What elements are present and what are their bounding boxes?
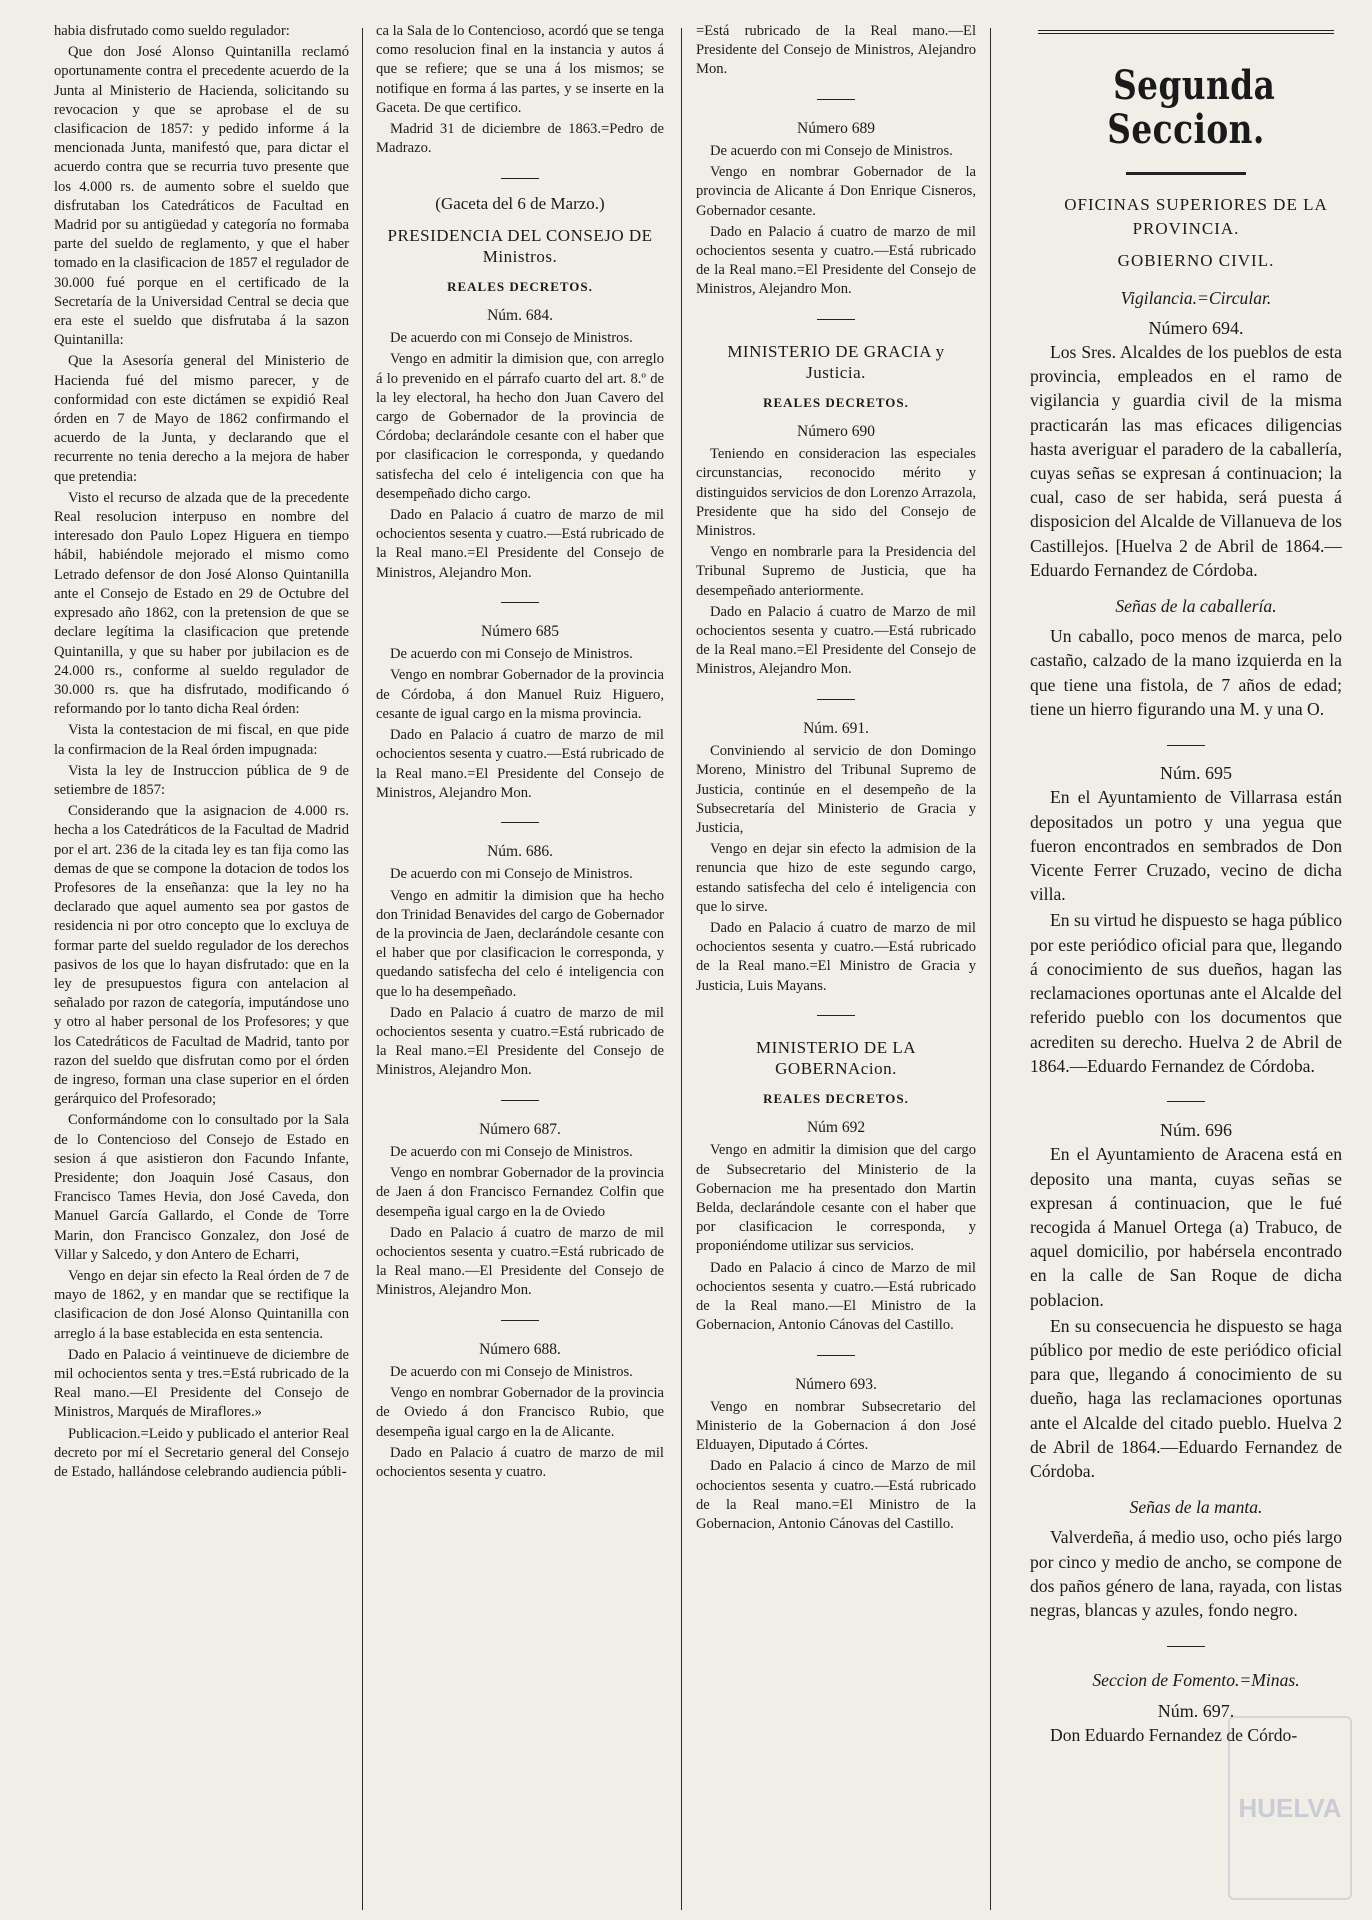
paragraph: Conviniendo al servicio de don Domingo Moreno, Ministro del Tribunal Supremo de Justicia, continúe en el desempeño de la Subsecretaría del Ministerio de Gracia y Justicia, bbox=[696, 743, 976, 836]
paragraph: Vengo en nombrar Gobernador de la provincia de Oviedo á don Francisco Rubio, que desempeña igual cargo en la de Alicante. bbox=[376, 1385, 664, 1440]
section-subheading: REALES DECRETOS. bbox=[447, 278, 593, 294]
paragraph: Vengo en nombrar Gobernador de la provincia de Córdoba, á don Manuel Ruiz Higuero, cesante de igual cargo en la misma provincia. bbox=[376, 667, 664, 722]
paragraph: Vista la ley de Instruccion pública de 9 de setiembre de 1857: bbox=[54, 762, 349, 798]
paragraph: De acuerdo con mi Consejo de Ministros. bbox=[390, 1143, 633, 1160]
separator bbox=[1030, 1088, 1342, 1112]
notice-number: Número 694. bbox=[1148, 317, 1244, 338]
separator bbox=[376, 1091, 664, 1110]
paragraph: Vengo en admitir la dimision que, con arreglo á lo prevenido en el párrafo cuarto del art. 8.º de la ley electoral, ha hecho don Juan Cavero del cargo de Gobernador de la provincia de Córdoba; declarándole cesante con el haber que por clasificacion le corresponda, y quedando satisfecha del celo é inteligencia con que ha desempeñado dicho cargo. bbox=[376, 351, 664, 502]
paragraph: Dado en Palacio á cuatro de marzo de mil ochocientos sesenta y cuatro.—Está rubricado de la Real mano.=El Presidente del Consejo de Ministros, Alejandro Mon. bbox=[696, 223, 976, 298]
notice-number: Núm. 697. bbox=[1157, 1700, 1235, 1721]
paragraph: =Está rubricado de la Real mano.—El Presidente del Consejo de Ministros, Alejandro Mon. bbox=[696, 23, 976, 78]
decree-number: Número 689 bbox=[797, 119, 875, 137]
subsection-heading: Vigilancia.=Circular. bbox=[1120, 287, 1272, 308]
paragraph: Vengo en nombrar Gobernador de la provincia de Jaen á don Francisco Fernandez Colfin que desempeña igual cargo en la de Oviedo bbox=[376, 1165, 664, 1220]
subsection-heading: Señas de la manta. bbox=[1129, 1497, 1263, 1518]
paragraph: Teniendo en consideracion las especiales circunstancias, reconocido mérito y distinguidos servicios de don Lorenzo Arrazola, Presidente que ha sido del Consejo de Ministros. bbox=[696, 446, 976, 540]
section-subheading: REALES DECRETOS. bbox=[763, 394, 909, 410]
separator bbox=[1030, 731, 1342, 755]
paragraph: Vengo en nombrarle para la Presidencia del Tribunal Supremo de Justicia, que ha desempeñado anteriormente. bbox=[696, 544, 976, 599]
column-rule bbox=[990, 28, 991, 1910]
paragraph: En su virtud he dispuesto se haga público por este periódico oficial para que, llegando á conocimiento de sus dueños, hagan las reclamaciones oportunas ante el Alcalde del referido pueblo con los documentos que acrediten su derecho. Huelva 2 de Abril de 1864.—Eduardo Fernandez de Córdoba. bbox=[1030, 910, 1342, 1076]
top-rule bbox=[1038, 30, 1334, 34]
paragraph: Publicacion.=Leido y publicado el anterior Real decreto por mí el Secretario general del Consejo de Estado, hallándose celebrando audiencia públi- bbox=[54, 1425, 349, 1481]
gaceta-date: (Gaceta del 6 de Marzo.) bbox=[435, 193, 605, 213]
paragraph: Dado en Palacio á veintinueve de diciembre de mil ochocientos senta y tres.=Está rubricado de la Real mano.—El Presidente del Consejo de Ministros, Marqués de Miraflores.» bbox=[54, 1346, 349, 1421]
notice-number: Núm. 695 bbox=[1160, 763, 1232, 784]
paragraph: Dado en Palacio á cuatro de marzo de mil ochocientos sesenta y cuatro.—Está rubricado de la Real mano.=El Ministro de Gracia y Justicia, Luis Mayans. bbox=[696, 919, 976, 994]
paragraph: En su consecuencia he dispuesto se haga público por medio de este periódico oficial para que, llegando á conocimiento de su dueño, haga las reclamaciones oportunas ante el Alcalde del citado pueblo. Huelva 2 de Abril de 1864.—Eduardo Fernandez de Córdoba. bbox=[1030, 1315, 1342, 1481]
separator bbox=[376, 593, 664, 612]
paragraph: En el Ayuntamiento de Aracena está en deposito una manta, cuyas señas se expresan á continuacion, que le fué recogida á Manuel Ortega (a) Trabuco, de aquel domicilio, por habérsela encontrado en la calle de San Roque de dicha poblacion. bbox=[1030, 1144, 1342, 1310]
separator bbox=[696, 1006, 976, 1025]
decree-number: Núm. 691. bbox=[803, 719, 869, 737]
paragraph: Los Sres. Alcaldes de los pueblos de esta provincia, empleados en el ramo de vigilancia y guardia civil de la misma practicarán las mas eficaces diligencias hasta averiguar el paradero de la caballería, cuyas señas se expresan á continuacion; la cual, caso de ser habida, será puesta á disposicion del Alcalde de Villanueva de los Castillejos. [Huelva 2 de Abril de 1864.—Eduardo Fernandez de Córdoba. bbox=[1030, 342, 1342, 580]
paragraph: Visto el recurso de alzada que de la precedente Real resolucion interpuso en nombre del interesado don Paulo Lopez Higuera en tiempo hábil, habiéndole mejorado el mismo como Letrado defensor de don José Alonso Quintanilla ante el Consejo de Estado en 29 de Octubre del expresado año 1862, con la pretension de que se declare legítima la clasificacion que pretende Quintanilla, y que su haber por jubilacion es de 24.000 rs., conforme al sueldo regulador de 30.000 rs. que ha disfrutado, modificando ó reformando por lo tanto dicha Real órden: bbox=[54, 489, 349, 718]
decree-number: Núm. 684. bbox=[487, 307, 553, 325]
paragraph: Don Eduardo Fernandez de Córdo- bbox=[1050, 1724, 1298, 1745]
separator bbox=[1030, 1632, 1342, 1656]
paragraph: Vengo en admitir la dimision que ha hecho don Trinidad Benavides del cargo de Gobernador de la provincia de Jaen, declarándole cesante con el haber que por clasificacion le corresponda, y quedando satisfecha del celo é inteligencia con que lo ha desempeñado. bbox=[376, 887, 664, 1000]
paragraph: Considerando que la asignacion de 4.000 rs. hecha a los Catedráticos de la Facultad de Madrid por el art. 236 de la citada ley es tan fija como las demas de que se compone la dotacion de todos los Profesores de la enseñanza: que la ley no ha declarado que aquel aumento sea por gastos de residencia ni por otro concepto que lo excluya de formar parte del sueldo regulador de los derechos pasivos de los que lo hayan disfrutado: que en la ley de presupuestos figura con antelacion al señalado por razon de categoría, imputándose uno y otro al haber personal de los Profesores; y que los Catedráticos de Facultad de Madrid, tanto por razon del sueldo que disfrutan como por el órden de ingreso, forman una clase superior en el órden gerárquico del Profesorado; bbox=[54, 803, 349, 1108]
section-subheading: REALES DECRETOS. bbox=[763, 1090, 909, 1106]
paragraph: De acuerdo con mi Consejo de Ministros. bbox=[710, 143, 953, 160]
paragraph: Valverdeña, á medio uso, ocho piés largo por cinco y medio de ancho, se compone de dos paños género de lana, rayada, con listas negras, blancas y azules, fondo negro. bbox=[1030, 1527, 1342, 1620]
paragraph: Un caballo, poco menos de marca, pelo castaño, calzado de la mano izquierda en la que tiene una fistola, de 7 años de edad; tiene un hierro figurando una M. y una O. bbox=[1030, 626, 1342, 719]
paragraph: Dado en Palacio á cuatro de marzo de mil ochocientos sesenta y cuatro. bbox=[376, 1444, 664, 1480]
paragraph: Que la Asesoría general del Ministerio de Hacienda fué del mismo parecer, y de conformidad con este dictámen se expidió Real órden en 7 de Mayo de 1862 confirmando el acuerdo de la Junta, y declarando que el recurrente no tenia derecho a la mejora de haber que pretendia: bbox=[54, 353, 349, 485]
subsection-heading: Seccion de Fomento.=Minas. bbox=[1092, 1670, 1300, 1691]
section-heading: MINISTERIO DE GRACIA y Justicia. bbox=[727, 341, 945, 382]
separator bbox=[696, 310, 976, 329]
column-2 bbox=[376, 22, 664, 1912]
column-1 bbox=[54, 22, 349, 1912]
section-title: Segunda Seccion. bbox=[1107, 62, 1276, 153]
signature: Madrid 31 de diciembre de 1863.=Pedro de Madrazo. bbox=[376, 121, 664, 157]
separator bbox=[376, 1311, 664, 1330]
decree-number: Núm 692 bbox=[806, 1119, 866, 1137]
paragraph: Dado en Palacio á cuatro de marzo de mil ochocientos sesenta y cuatro.—Está rubricado de la Real mano.=El Presidente del Consejo de Ministros, Alejandro Mon. bbox=[376, 507, 664, 581]
separator bbox=[376, 168, 664, 187]
subsection-heading: Señas de la caballería. bbox=[1115, 596, 1277, 617]
separator bbox=[696, 690, 976, 709]
paragraph: Vengo en nombrar Subsecretario del Ministerio de la Gobernacion á don José Elduayen, Diputado á Córtes. bbox=[696, 1398, 976, 1454]
separator bbox=[696, 1345, 976, 1364]
decree-number: Número 690 bbox=[797, 423, 875, 441]
paragraph: Vengo en dejar sin efecto la Real órden de 7 de mayo de 1862, y en mandar que se rectifique la clasificacion de don José Alonso Quintanilla con arreglo á la base establecida en esta sentencia. bbox=[54, 1268, 349, 1342]
decree-number: Número 685 bbox=[481, 623, 559, 641]
paragraph: Vengo en dejar sin efecto la admision de la renuncia que hizo de este segundo cargo, estando satisfecha del celo é inteligencia con que lo sirve. bbox=[696, 841, 976, 915]
section-heading: OFICINAS SUPERIORES DE LA PROVINCIA. bbox=[1064, 195, 1328, 239]
decree-number: Número 688. bbox=[479, 1340, 561, 1358]
paragraph: En el Ayuntamiento de Villarrasa están depositados un potro y una yegua que fueron encontrados en sembrados de Don Vicente Ferrer Cruzado, vecino de dicha villa. bbox=[1030, 787, 1342, 905]
paragraph: habia disfrutado como sueldo regulador: bbox=[54, 23, 290, 39]
paragraph: Conformándome con lo consultado por la Sala de lo Contencioso del Consejo de Estado en sesion á que asistieron don Facundo Infante, Presidente; don Joaquin José Casaus, don Francisco Tames Hevia, don José Caveda, don Manuel García Gallardo, el Conde de Torre Marin, don Francisco Gonzalez, don José de Villar y Salcedo, y don Antero de Echarri, bbox=[54, 1112, 349, 1263]
paragraph: De acuerdo con mi Consejo de Ministros. bbox=[390, 330, 633, 347]
title-rule bbox=[1126, 172, 1246, 175]
separator bbox=[696, 90, 976, 109]
column-rule bbox=[362, 28, 363, 1910]
paragraph: Dado en Palacio á cuatro de Marzo de mil ochocientos sesenta y cuatro.—Está rubricado de la Real mano.=El Presidente del Consejo de Ministros, Alejandro Mon. bbox=[696, 603, 976, 678]
decree-number: Número 693. bbox=[795, 1375, 877, 1393]
paragraph: Que don José Alonso Quintanilla reclamó oportunamente contra el precedente acuerdo de la Junta al Ministerio de Hacienda, solicitando su revocacion y que se aprobase el de su clasificacion de 1857: y pedido informe á la mencionada Junta, manifestó que, para dictar el acuerdo contra que se recurria tuvo presente que los 4.000 rs. de aumento sobre el sueldo que disfrutaban los Catedráticos de Facultad en Madrid por su antigüedad y categoría no formaba parte del sueldo de reglamento, y que el haber tomado en la clasificacion de 1857 el regulador de 30.000 fué porque en el certificado de la Secretaría de la Universidad Central se decia que era este el sueldo que disfrutaba á la sazon Quintanilla: bbox=[54, 44, 349, 349]
section-heading: PRESIDENCIA DEL CONSEJO DE Ministros. bbox=[387, 225, 653, 266]
separator bbox=[376, 813, 664, 832]
paragraph: Dado en Palacio á cuatro de marzo de mil ochocientos sesenta y cuatro.=Está rubricado de la Real mano.=El Presidente del Consejo de Ministros, Alejandro Mon. bbox=[376, 1004, 664, 1079]
paragraph: De acuerdo con mi Consejo de Ministros. bbox=[390, 866, 633, 883]
notice-number: Núm. 696 bbox=[1160, 1120, 1232, 1141]
paragraph: Dado en Palacio á cuatro de marzo de mil ochocientos sesenta y cuatro.=Está rubricado de la Real mano.—El Presidente del Consejo de Ministros, Alejandro Mon. bbox=[376, 1224, 664, 1299]
paragraph: Vengo en admitir la dimision que del cargo de Subsecretario del Ministerio de la Gobernacion me ha presentado don Martin Belda, declarándole cesante con el haber que por clasificacion le corresponda, y proponiéndome utilizar sus servicios. bbox=[696, 1142, 976, 1255]
decree-number: Número 687. bbox=[479, 1120, 561, 1138]
column-3 bbox=[696, 22, 976, 1912]
paragraph: Vengo en nombrar Gobernador de la provincia de Alicante á Don Enrique Cisneros, Gobernador cesante. bbox=[696, 164, 976, 219]
paragraph: Dado en Palacio á cuatro de marzo de mil ochocientos sesenta y cuatro.—Está rubricado de la Real mano.=El Presidente del Consejo de Ministros, Alejandro Mon. bbox=[376, 727, 664, 801]
section-heading: GOBIERNO CIVIL. bbox=[1117, 251, 1275, 271]
paragraph: Dado en Palacio á cinco de Marzo de mil ochocientos sesenta y cuatro.—Está rubricado de la Real mano.—El Ministro de la Gobernacion, Antonio Cánovas del Castillo. bbox=[696, 1259, 976, 1334]
paragraph: Vista la contestacion de mi fiscal, en que pide la confirmacion de la Real órden impugnada: bbox=[54, 722, 349, 758]
paragraph: De acuerdo con mi Consejo de Ministros. bbox=[390, 646, 633, 663]
decree-number: Núm. 686. bbox=[487, 843, 553, 861]
paragraph: De acuerdo con mi Consejo de Ministros. bbox=[390, 1363, 633, 1380]
paragraph: ca la Sala de lo Contencioso, acordó que se tenga como resolucion final en la instancia y autos á que se refiere; que se una á los mismos; se notifique en forma á las partes, y se inserte en la Gaceta. De que certifico. bbox=[376, 23, 664, 116]
column-4 bbox=[1030, 24, 1342, 1912]
paragraph: Dado en Palacio á cinco de Marzo de mil ochocientos sesenta y cuatro.—Está rubricado de la Real mano.=El Ministro de la Gobernacion, Antonio Cánovas del Castillo. bbox=[696, 1458, 976, 1532]
library-stamp: HUELVA bbox=[1228, 1716, 1352, 1900]
column-rule bbox=[681, 28, 682, 1910]
section-heading: MINISTERIO DE LA GOBERNAcion. bbox=[755, 1037, 917, 1078]
